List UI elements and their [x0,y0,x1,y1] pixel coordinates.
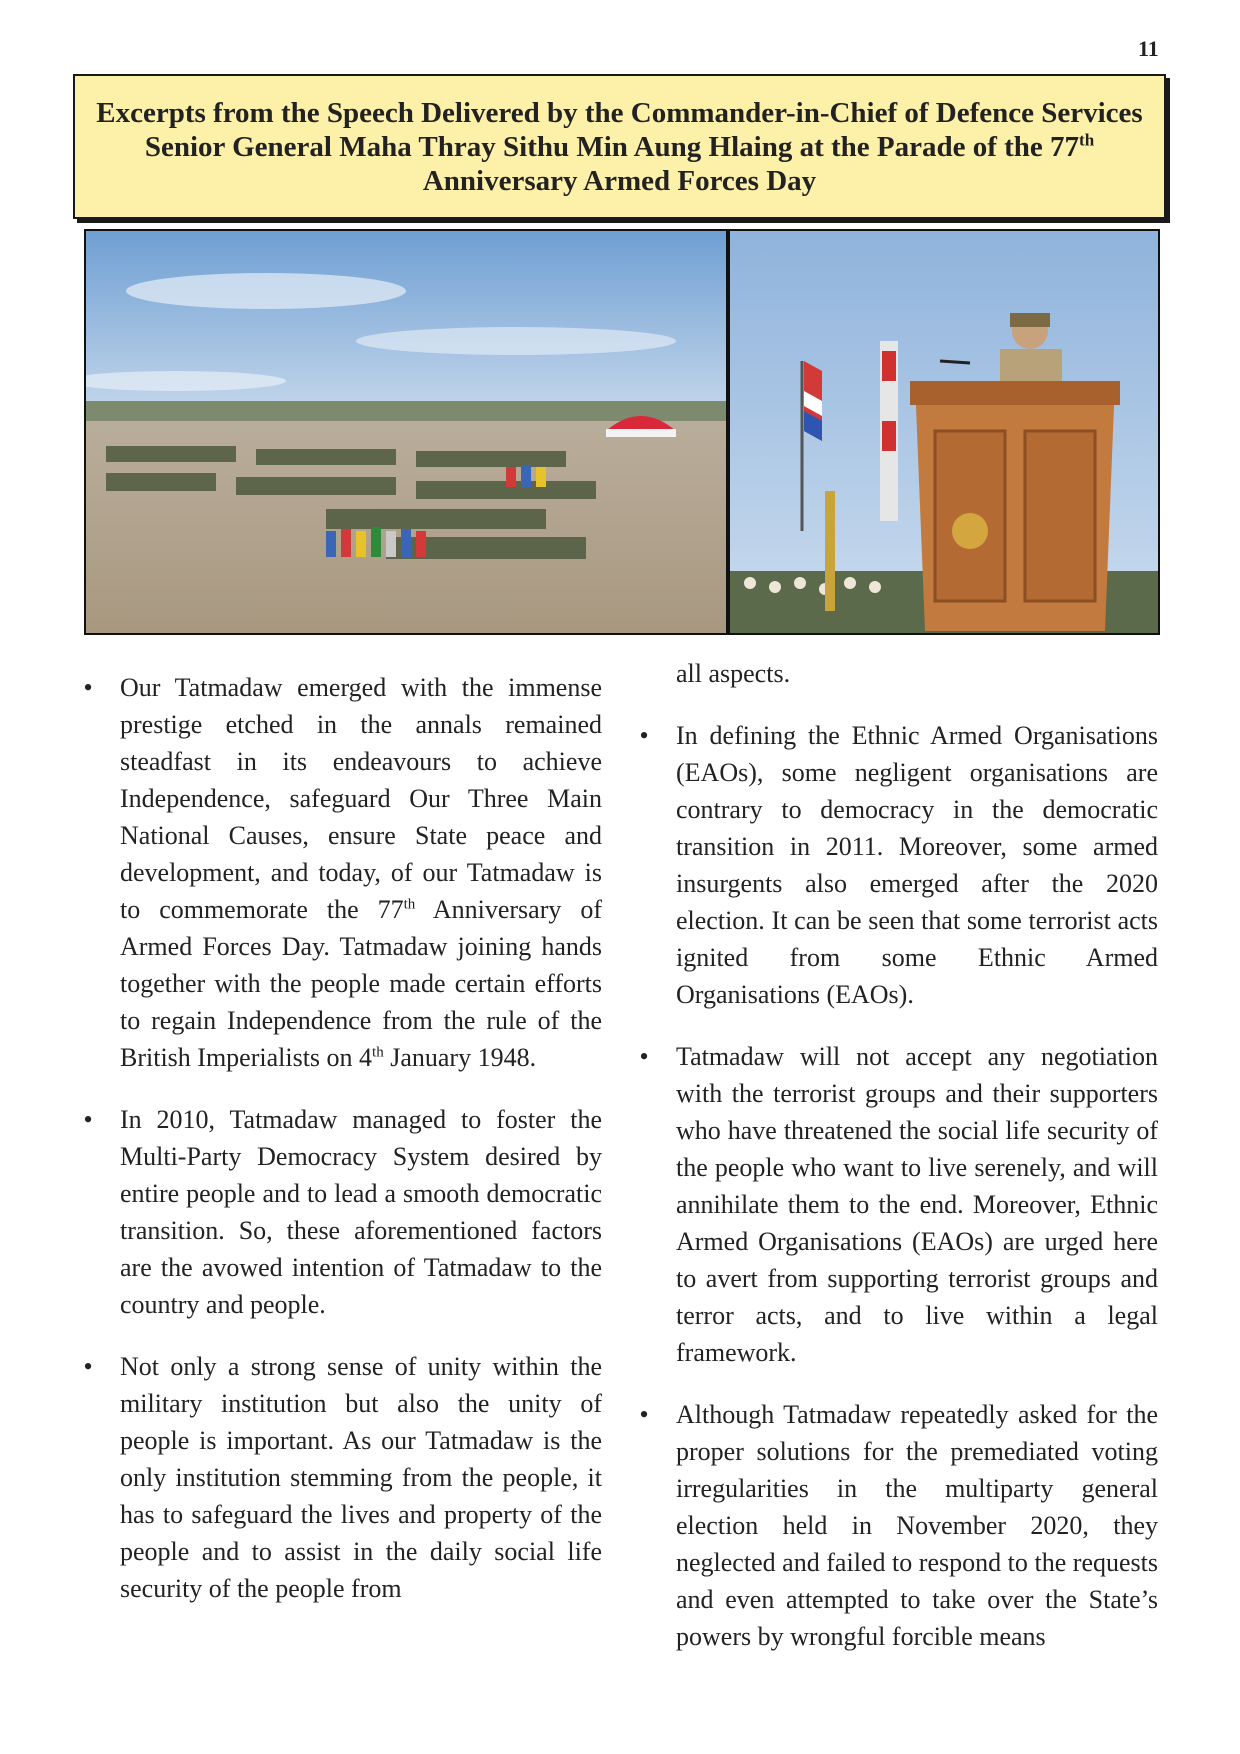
bullet-icon: • [83,1105,93,1134]
bullet-icon: • [83,673,93,702]
page-title: Excerpts from the Speech Delivered by the Commander-in-Chief of Defence Services Senior General Maha Thray Sithu Min Aung Hlaing at the Parade of the 77th Anniversary Armed Forces Day [96,96,1143,197]
page-number: 11 [1138,36,1159,61]
right-column [636,655,1158,1680]
bullet-paragraph: • Although Tatmadaw repeatedly asked for the proper solutions for the premediated voting irregularities in the multiparty general election held in November 2020, they neglected and failed to respond to the requests and even attempted to take over the State’s powers by wrongful forcible means [636,1396,1158,1655]
bullet-icon: • [83,1352,93,1381]
bullet-paragraph: • Our Tatmadaw emerged with the immense prestige etched in the annals remained steadfast in its endeavours to achieve Independence, safeguard Our Three Main National Causes, ensure State peace and development, and today, of our Tatmadaw is to commemorate the 77th Anniversary of Armed Forces Day. Tatmadaw joining hands together with the people made certain efforts to regain Independence from the rule of the British Imperialists on 4th January 1948. [80,669,602,1076]
speaker-photo [728,229,1160,635]
left-column [80,669,602,1632]
title-box [73,74,1166,219]
bullet-icon: • [639,721,649,750]
bullet-paragraph: • In 2010, Tatmadaw managed to foster the Multi-Party Democracy System desired by entire people and to lead a smooth democratic transition. So, these aforementioned factors are the avowed intention of Tatmadaw to the country and people. [80,1101,602,1323]
continued-paragraph: all aspects. [676,659,791,688]
parade-photo [84,229,728,635]
bullet-paragraph: • Tatmadaw will not accept any negotiation with the terrorist groups and their supporters who have threatened the social life security of the people who want to live serenely, and will annihilate them to the end. Moreover, Ethnic Armed Organisations (EAOs) are urged here to avert from supporting terrorist groups and terror acts, and to live within a legal framework. [636,1038,1158,1371]
bullet-paragraph: • Not only a strong sense of unity within the military institution but also the unity of people is important. As our Tatmadaw is the only institution stemming from the people, it has to safeguard the lives and property of the people and to assist in the daily social life security of the people from [80,1348,602,1607]
bullet-paragraph: • In defining the Ethnic Armed Organisations (EAOs), some negligent organisations are contrary to democracy in the democratic transition in 2011. Moreover, some armed insurgents also emerged after the 2020 election. It can be seen that some terrorist acts ignited from some Ethnic Armed Organisations (EAOs). [636,717,1158,1013]
bullet-icon: • [639,1042,649,1071]
bullet-icon: • [639,1400,649,1429]
